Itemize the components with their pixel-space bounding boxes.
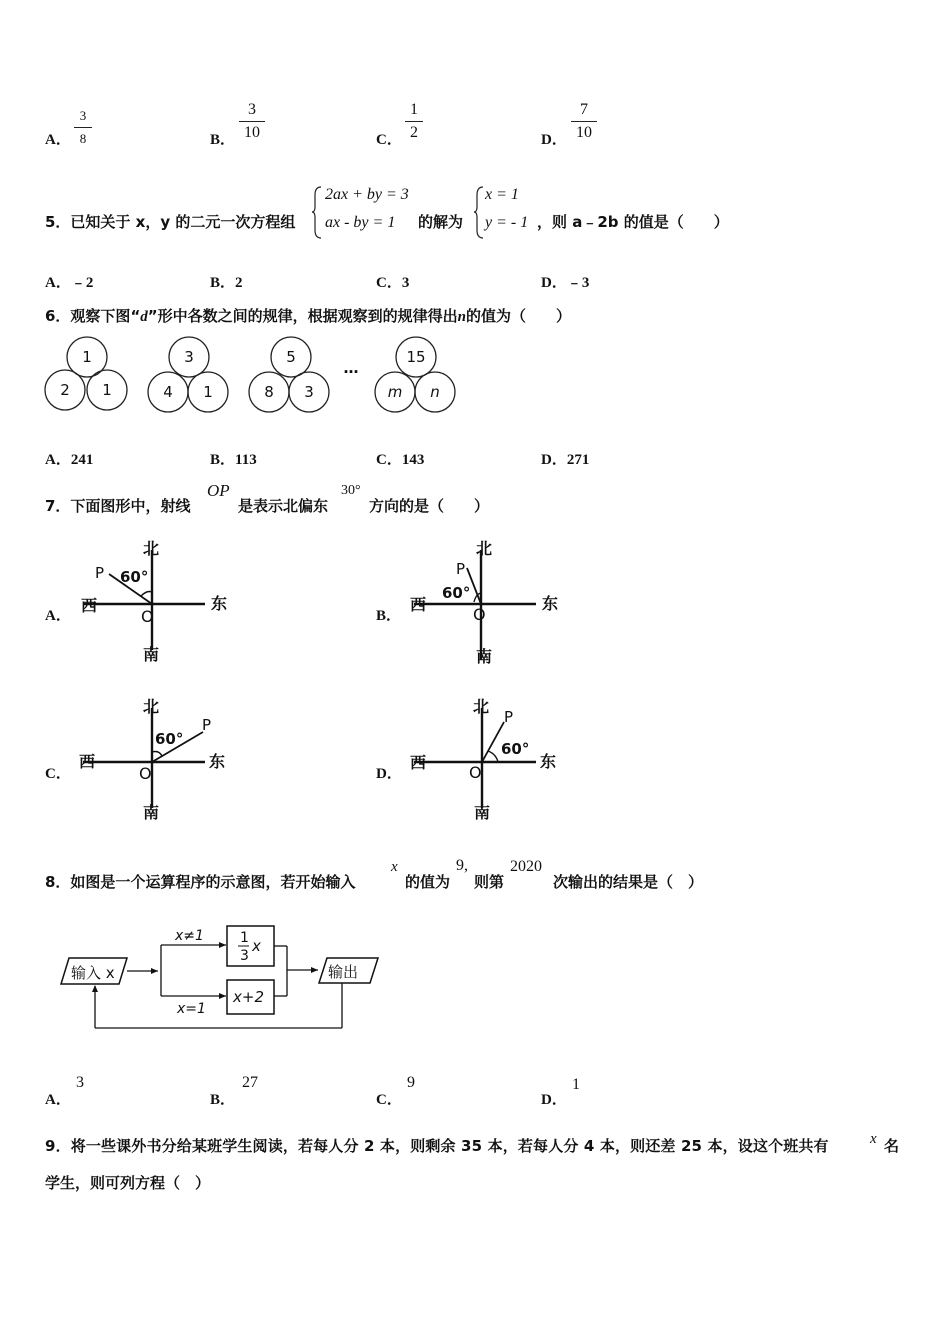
- q9-variable-x: x: [870, 1131, 877, 1147]
- q7-stem-post: 方向的是（ ）: [369, 497, 490, 515]
- q4-option-d-letter: D．: [541, 132, 567, 148]
- numerator: 7: [580, 101, 588, 118]
- angle-label: 60°: [120, 568, 149, 586]
- q7-diagram-a: [75, 538, 245, 666]
- east-label: 东: [540, 752, 557, 771]
- q5-system-2-line-2: y = - 1: [485, 214, 529, 231]
- q6-option-c: C．143: [376, 452, 425, 468]
- q8-option-a-letter: A．: [45, 1092, 71, 1108]
- q7-angle: 30°: [341, 483, 361, 498]
- q8-option-c-letter: C．: [376, 1092, 402, 1108]
- q6-fig2-top: 3: [184, 348, 194, 366]
- q4-option-d-fraction: [571, 100, 597, 143]
- q9-stem-line-1: 9．将一些课外书分给某班学生阅读，若每人分 2 本，则剩余 35 本，若每人分 4 本，则还差 25 本，设这个班共有: [45, 1137, 829, 1155]
- q8-variable-x: x: [391, 859, 398, 875]
- q5-option-c: C．3: [376, 275, 410, 291]
- numerator: 1: [410, 101, 418, 118]
- q8-stem-post: 次输出的结果是（ ）: [553, 873, 704, 891]
- q6-fig4-left: m: [387, 383, 403, 401]
- north-label: 北: [476, 539, 493, 558]
- op-top-numerator: 1: [240, 930, 249, 946]
- q5-stem-middle: 的解为: [418, 213, 464, 231]
- origin-label: O: [139, 764, 152, 783]
- op-box-top: [227, 926, 274, 966]
- q6-fig3-left: 8: [264, 383, 274, 401]
- west-label: 西: [81, 596, 98, 615]
- q5-system-1-line-1: 2ax + by = 3: [325, 186, 409, 203]
- q8-option-d-value: 1: [572, 1076, 580, 1093]
- q5-stem-suffix: ，则 a﹣2b 的值是（ ）: [537, 213, 729, 231]
- q6-circle-figures: [40, 335, 470, 417]
- north-label: 北: [473, 697, 490, 716]
- q4-option-b-fraction: [239, 100, 265, 143]
- q6-ellipsis: …: [343, 359, 359, 377]
- q4-option-c-fraction: [405, 100, 423, 143]
- q6-fig1-right: 1: [102, 381, 112, 399]
- op-top-variable: x: [252, 937, 261, 955]
- p-label: P: [95, 564, 105, 582]
- q6-fig1-top: 1: [82, 348, 92, 366]
- q5-option-b: B．2: [210, 275, 243, 291]
- q6-option-b: B．113: [210, 452, 257, 468]
- angle-label: 60°: [501, 740, 530, 758]
- p-label: P: [456, 560, 466, 578]
- q5-option-d: D．﹣3: [541, 275, 590, 291]
- output-label: 输出: [328, 963, 359, 981]
- q8-stem-mid2: 则第: [474, 873, 505, 891]
- denominator: 2: [410, 124, 418, 141]
- q6-fig2-left: 4: [163, 383, 173, 401]
- q5-system-1-line-2: ax - by = 1: [325, 214, 396, 231]
- q6-fig4-right: n: [430, 383, 440, 401]
- q8-stem-mid1: 的值为: [405, 873, 451, 891]
- q8-option-a-value: 3: [76, 1074, 84, 1091]
- q8-option-b-letter: B．: [210, 1092, 236, 1108]
- east-label: 东: [209, 752, 226, 771]
- q5-system-brace-2: [473, 185, 485, 240]
- north-label: 北: [143, 697, 160, 716]
- south-label: 南: [143, 803, 160, 822]
- south-label: 南: [143, 645, 160, 664]
- denominator: 10: [576, 124, 592, 141]
- numerator: 3: [79, 108, 87, 123]
- south-label: 南: [474, 803, 491, 822]
- p-label: P: [504, 708, 514, 726]
- q7-ray-op: OP: [207, 481, 230, 500]
- q7-diagram-c: [75, 696, 245, 824]
- q7-option-c-letter: C．: [45, 766, 71, 782]
- q4-option-c-letter: C．: [376, 132, 402, 148]
- west-label: 西: [79, 752, 96, 771]
- origin-label: O: [141, 607, 154, 626]
- q6-stem: 6．观察下图“d”形中各数之间的规律，根据观察到的规律得出n的值为（ ）: [45, 307, 572, 325]
- q7-option-b-letter: B．: [376, 608, 402, 624]
- q5-system-2-line-1: x = 1: [485, 186, 519, 203]
- east-label: 东: [211, 594, 228, 613]
- op-bottom-label: x+2: [233, 988, 264, 1006]
- q8-option-b-value: 27: [242, 1074, 258, 1091]
- q8-option-d-letter: D．: [541, 1092, 567, 1108]
- input-label: 输入 x: [71, 964, 115, 982]
- q8-input-value: 9,: [456, 857, 468, 874]
- q7-option-a-letter: A．: [45, 608, 71, 624]
- q8-flowchart: [55, 918, 385, 1034]
- south-label: 南: [476, 647, 493, 666]
- q4-option-a-letter: A．: [45, 132, 71, 148]
- q6-option-d: D．271: [541, 452, 590, 468]
- denominator: 8: [79, 131, 87, 146]
- west-label: 西: [410, 753, 427, 772]
- origin-label: O: [469, 763, 482, 782]
- q4-option-b-letter: B．: [210, 132, 236, 148]
- q5-option-a: A．﹣2: [45, 275, 94, 291]
- q9-stem-line-2: 学生，则可列方程（ ）: [45, 1174, 211, 1192]
- denominator: 10: [244, 124, 260, 141]
- q7-stem-mid: 是表示北偏东: [238, 497, 329, 515]
- q7-diagram-b: [406, 538, 576, 666]
- q7-diagram-d: [406, 696, 576, 824]
- condition-bottom: x=1: [177, 1001, 206, 1017]
- condition-top: x≠1: [175, 928, 204, 944]
- p-label: P: [202, 716, 212, 734]
- op-top-denominator: 3: [240, 948, 249, 964]
- q5-stem-prefix: 5．已知关于 x，y 的二元一次方程组: [45, 213, 296, 231]
- q7-option-d-letter: D．: [376, 766, 402, 782]
- east-label: 东: [542, 594, 559, 613]
- q8-option-c-value: 9: [407, 1074, 415, 1091]
- q8-iteration: 2020: [510, 858, 542, 875]
- q6-option-a: A．241: [45, 452, 94, 468]
- north-label: 北: [143, 539, 160, 558]
- q8-stem-pre: 8．如图是一个运算程序的示意图，若开始输入: [45, 873, 356, 891]
- q5-system-brace-1: [311, 185, 323, 240]
- angle-label: 60°: [155, 730, 184, 748]
- q9-stem-line-1-end: 名: [884, 1137, 900, 1155]
- q7-stem-pre: 7．下面图形中，射线: [45, 497, 191, 515]
- angle-label: 60°: [442, 584, 471, 602]
- q6-fig3-top: 5: [286, 348, 296, 366]
- origin-label: O: [473, 605, 486, 624]
- q6-fig1-left: 2: [60, 381, 70, 399]
- west-label: 西: [410, 595, 427, 614]
- q6-fig3-right: 3: [304, 383, 314, 401]
- q4-option-a-fraction: [74, 106, 92, 149]
- q6-fig2-right: 1: [203, 383, 213, 401]
- numerator: 3: [248, 101, 256, 118]
- q6-fig4-top: 15: [406, 348, 426, 366]
